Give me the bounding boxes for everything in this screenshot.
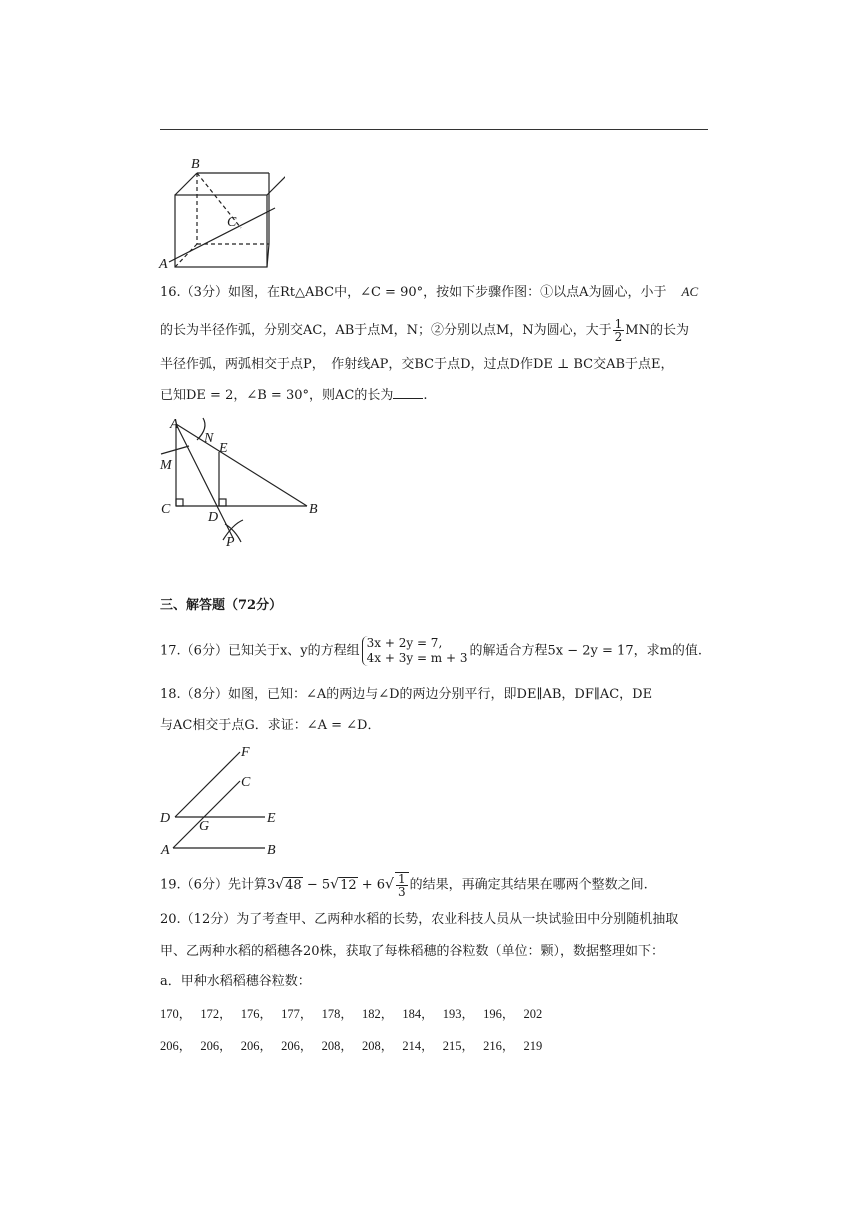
- data-value: 215: [442, 1039, 462, 1053]
- par-label-e: E: [267, 811, 276, 826]
- data-value: 206: [160, 1039, 179, 1053]
- cube-edge: [267, 173, 285, 195]
- q19-coef1: 3: [266, 877, 276, 893]
- data-value: 178: [321, 1007, 341, 1021]
- q16-text1: 16.（3分）如图，在Rt△ABC中，∠C = 90°，按如下步骤作图：①以点A为圆心，小于: [160, 285, 667, 300]
- q16-frac-den: 2: [614, 330, 623, 344]
- cube-label-b: B: [191, 157, 200, 172]
- par-label-c: C: [241, 775, 251, 790]
- q19-op1: − 5: [302, 877, 331, 893]
- q17-eq1: 3x + 2y = 7,: [366, 636, 443, 650]
- q16-line4: [160, 386, 708, 406]
- q16-text3: 半径作弧，两弧相交于点P， 作射线AP，交BC于点D，过点D作DE ⊥ BC交AB于点E，: [160, 357, 674, 372]
- q19-op2: + 6: [357, 877, 386, 893]
- arc-m: [161, 446, 189, 454]
- data-value: 214: [402, 1039, 422, 1053]
- data-value: 206: [281, 1039, 300, 1053]
- q16-frac-num: 1: [614, 317, 623, 331]
- par-label-g: G: [199, 819, 210, 834]
- tri-label-e: E: [219, 441, 228, 456]
- q17-text-a: 17.（6分）已知关于x、y的方程组: [160, 643, 360, 659]
- tri-label-p: P: [226, 535, 235, 550]
- data-value: 219: [523, 1039, 543, 1053]
- data-value: 208: [361, 1039, 381, 1053]
- right-angle-d: [219, 499, 226, 506]
- q19-radicand2: 12: [340, 877, 357, 893]
- q16-line2: [160, 318, 708, 343]
- q19-line: [160, 872, 708, 898]
- q20-line1: [160, 910, 708, 930]
- par-label-a: A: [161, 843, 170, 858]
- q17-text-b: 的解适合方程5x − 2y = 17，求m的值.: [469, 643, 703, 659]
- cube-edge: [175, 173, 197, 195]
- data-value: 177: [281, 1007, 300, 1021]
- q16-text4b: .: [423, 388, 428, 403]
- q17-equation-system: [362, 636, 468, 666]
- data-value: 176: [240, 1007, 260, 1021]
- cube-figure: [155, 150, 285, 275]
- cube-label-c: C: [227, 215, 237, 230]
- q18-line1: [160, 685, 708, 705]
- right-angle-c: [176, 499, 183, 506]
- tri-label-d: D: [208, 510, 219, 525]
- q16-text2b: MN的长为: [625, 323, 689, 338]
- answer-blank[interactable]: [393, 386, 423, 399]
- data-value: 202: [523, 1007, 543, 1021]
- q17-eq2: 4x + 3y = m + 3: [366, 651, 468, 665]
- q19-radicand1: 48: [285, 877, 302, 893]
- q19-frac-num: 1: [397, 872, 406, 886]
- header-rule: [160, 129, 708, 130]
- par-label-d: D: [160, 811, 171, 826]
- parallel-figure: [155, 742, 295, 860]
- data-value: 172: [200, 1007, 220, 1021]
- q20-text2: 甲、乙两种水稻的稻穗各20株，获取了每株稻穗的谷粒数（单位：颗），数据整理如下：: [160, 944, 665, 959]
- q19-frac-den: 3: [397, 885, 406, 899]
- cube-label-a: A: [159, 257, 168, 272]
- q19-text-a: 19.（6分）先计算: [160, 877, 267, 893]
- data-value: 216: [483, 1039, 502, 1053]
- data-value: 208: [321, 1039, 341, 1053]
- data-value: 184: [402, 1007, 422, 1021]
- q20-line2: [160, 942, 708, 962]
- data-row-2: 206， 206， 206， 206， 208， 208， 214， 215， 216， 219: [160, 1039, 543, 1053]
- tri-label-b: B: [309, 502, 318, 517]
- data-value: 196: [483, 1007, 502, 1021]
- triangle-figure: [155, 412, 335, 552]
- line-ac: [173, 781, 240, 848]
- tri-label-c: C: [161, 502, 171, 517]
- q16-fraction: [613, 318, 625, 343]
- q20-text1: 20.（12分）为了考查甲、乙两种水稻的长势，农业科技人员从一块试验田中分别随机抽取: [160, 912, 679, 927]
- radical-sign: √: [385, 876, 394, 893]
- par-label-f: F: [241, 745, 250, 760]
- data-value: 170: [160, 1007, 179, 1021]
- side-ab: [176, 424, 307, 506]
- section-heading: 三、解答题（72分）: [160, 598, 283, 613]
- tri-label-a: A: [170, 417, 179, 432]
- q16-line3: [160, 355, 708, 375]
- data-value: 193: [442, 1007, 462, 1021]
- q18-line2: [160, 716, 708, 736]
- tri-label-m: M: [160, 458, 172, 473]
- q20-text3: a．甲种水稻稻穗谷粒数：: [160, 974, 311, 989]
- q18-text2: 与AC相交于点G．求证：∠A = ∠D．: [160, 718, 381, 733]
- tri-label-n: N: [204, 431, 214, 446]
- radical-sign: √: [275, 876, 285, 893]
- q16-text1-end: AC: [681, 284, 699, 299]
- q20-line3: [160, 972, 708, 992]
- q17-line: [160, 636, 708, 666]
- cube-front-face: [175, 195, 267, 267]
- q18-text1: 18.（8分）如图，已知：∠A的两边与∠D的两边分别平行，即DE∥AB，DF∥AC，DE: [160, 687, 653, 702]
- line-df: [175, 752, 240, 817]
- q19-fraction: [395, 872, 409, 898]
- q19-text-b: 的结果，再确定其结果在哪两个整数之间.: [409, 877, 648, 893]
- cube-hidden-edge: [175, 244, 197, 267]
- q16-text4a: 已知DE = 2，∠B = 30°，则AC的长为: [160, 388, 394, 403]
- par-label-b: B: [267, 843, 276, 858]
- data-value: 182: [361, 1007, 381, 1021]
- data-value: 206: [200, 1039, 220, 1053]
- data-row-1: 170， 172， 176， 177， 178， 182， 184， 193， 196， 202: [160, 1007, 543, 1021]
- data-value: 206: [240, 1039, 260, 1053]
- radical-sign: √: [330, 876, 340, 893]
- q16-line1: [160, 282, 708, 303]
- cube-solid-diagonal: [169, 208, 275, 262]
- q16-text2a: 的长为半径作弧，分别交AC，AB于点M，N；②分别以点M，N为圆心，大于: [160, 323, 612, 338]
